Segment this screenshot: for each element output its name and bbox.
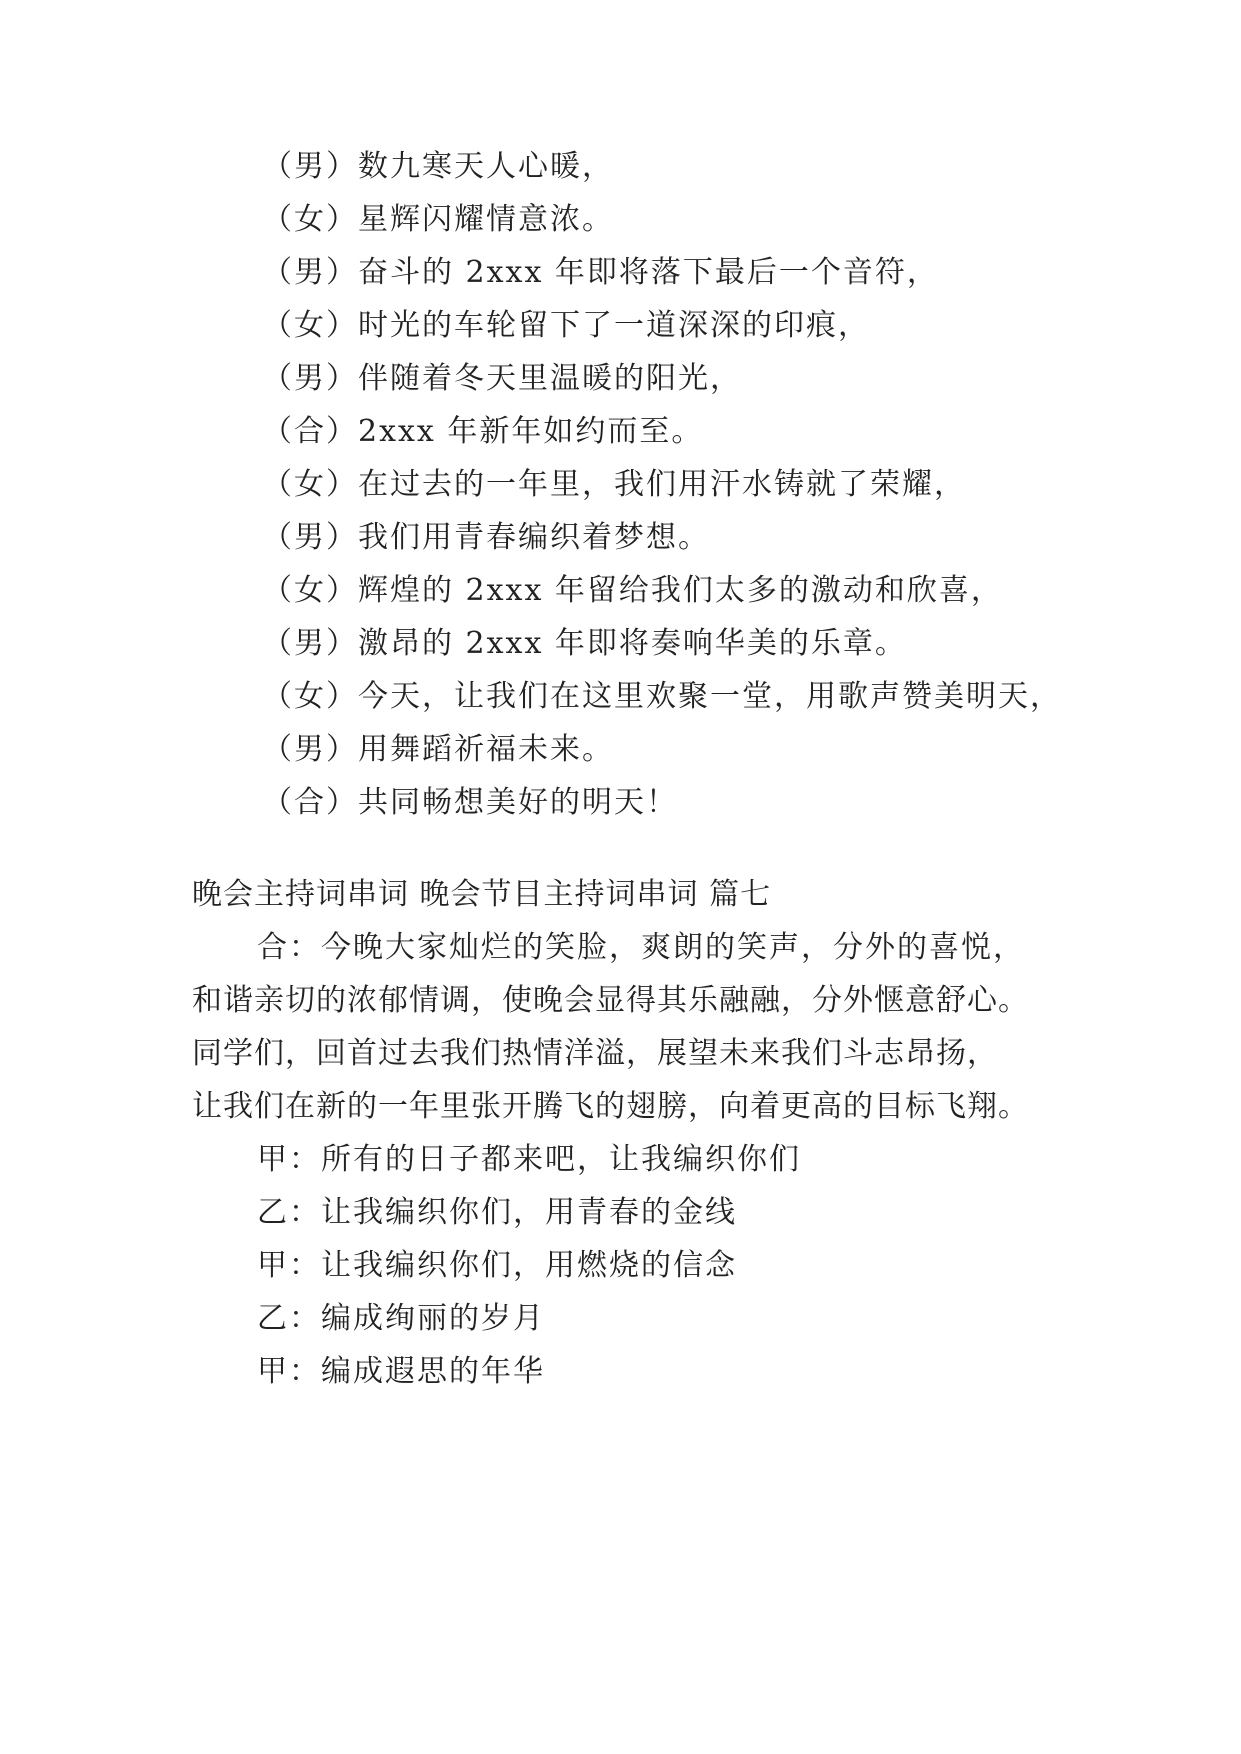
verse-line: 乙：编成绚丽的岁月 — [257, 1301, 545, 1336]
dialogue-line: （合）共同畅想美好的明天！ — [262, 785, 678, 820]
dialogue-line: （男）伴随着冬天里温暖的阳光， — [262, 361, 742, 396]
dialogue-line: （女）在过去的一年里，我们用汗水铸就了荣耀， — [262, 467, 966, 502]
paragraph-line: 和谐亲切的浓郁情调，使晚会显得其乐融融，分外惬意舒心。 — [192, 983, 1029, 1018]
dialogue-line: （男）激昂的 2xxx 年即将奏响华美的乐章。 — [262, 626, 907, 661]
paragraph-line: 让我们在新的一年里张开腾飞的翅膀，向着更高的目标飞翔。 — [192, 1089, 1029, 1124]
section-heading: 晚会主持词串词 晚会节目主持词串词 篇七 — [192, 877, 772, 912]
paragraph-line: 同学们，回首过去我们热情洋溢，展望未来我们斗志昂扬， — [192, 1036, 998, 1071]
verse-line: 甲：让我编织你们，用燃烧的信念 — [257, 1248, 737, 1283]
dialogue-line: （女）辉煌的 2xxx 年留给我们太多的激动和欣喜， — [262, 573, 1003, 608]
verse-line: 甲：编成遐思的年华 — [257, 1354, 545, 1389]
dialogue-line: （女）星辉闪耀情意浓。 — [262, 202, 614, 237]
verse-line: 乙：让我编织你们，用青春的金线 — [257, 1195, 737, 1230]
dialogue-line: （女）时光的车轮留下了一道深深的印痕， — [262, 308, 870, 343]
dialogue-line: （男）数九寒天人心暖， — [262, 149, 614, 184]
verse-line: 甲：所有的日子都来吧，让我编织你们 — [257, 1142, 801, 1177]
dialogue-line: （女）今天，让我们在这里欢聚一堂，用歌声赞美明天， — [262, 679, 1062, 714]
dialogue-line: （合）2xxx 年新年如约而至。 — [262, 414, 704, 449]
dialogue-line: （男）我们用青春编织着梦想。 — [262, 520, 710, 555]
paragraph-line: 合：今晚大家灿烂的笑脸，爽朗的笑声，分外的喜悦， — [257, 930, 1025, 965]
dialogue-line: （男）奋斗的 2xxx 年即将落下最后一个音符， — [262, 255, 939, 290]
dialogue-line: （男）用舞蹈祈福未来。 — [262, 732, 614, 767]
